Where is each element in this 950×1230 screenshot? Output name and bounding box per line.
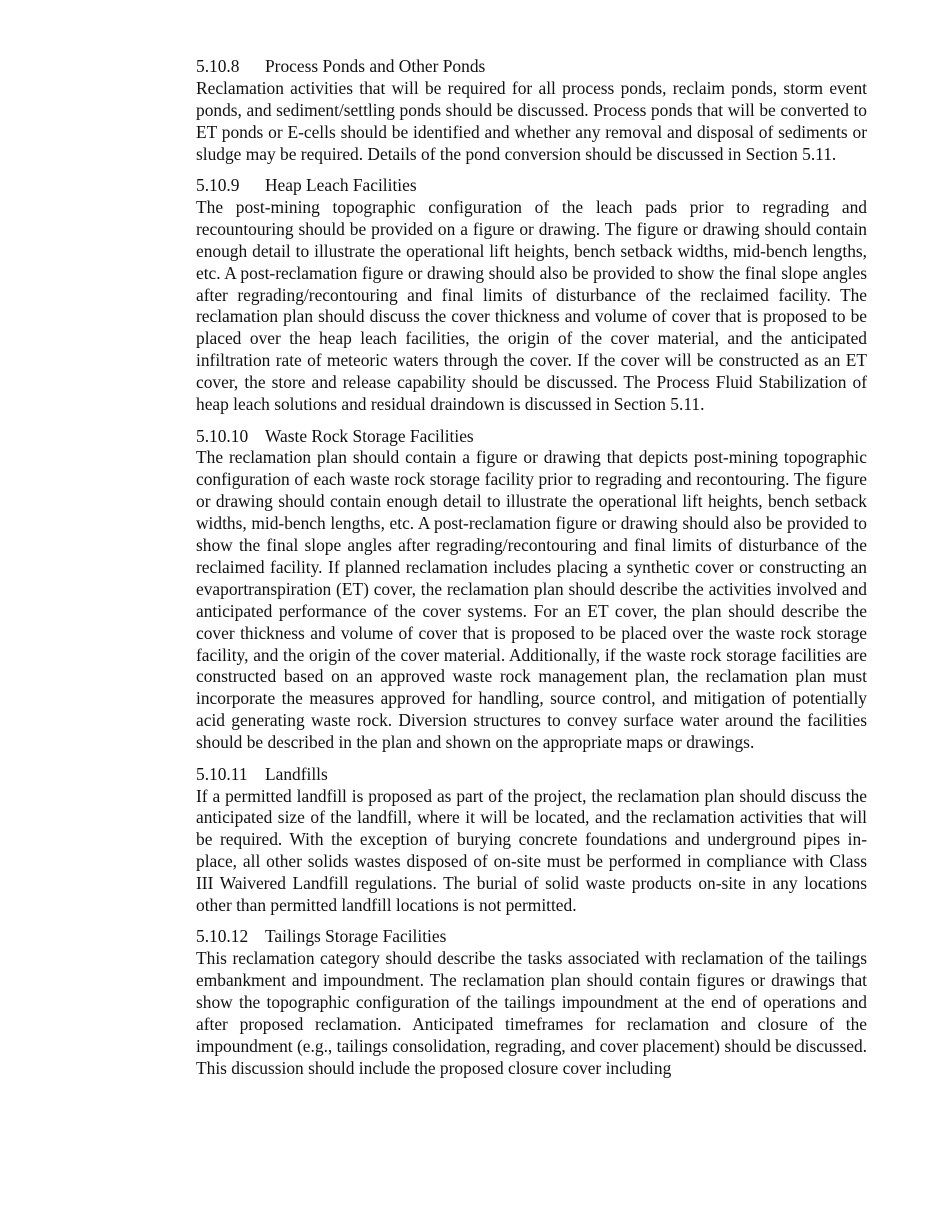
section-number: 5.10.12 (196, 926, 249, 947)
section-title: Heap Leach Facilities (265, 175, 417, 196)
section-body: Reclamation activities that will be required for all process ponds, reclaim ponds, storm event ponds, and sediment/settling ponds should be discussed. Process ponds that will be converted to ET ponds or E-cells should be identified and whether any removal and disposal of sediments or sludge may be required. Details of the pond conversion should be discussed in Section 5.11. (196, 77, 867, 164)
section-heading (196, 56, 867, 78)
section-body: The post-mining topographic configuration of the leach pads prior to regrading and recountouring should be provided on a figure or drawing. The figure or drawing should contain enough detail to illustrate the operational lift heights, bench setback widths, mid-bench lengths, etc. A post-reclamation figure or drawing should also be provided to show the final slope angles after regrading/recontouring and final limits of disturbance of the reclaimed facility. The reclamation plan should discuss the cover thickness and volume of cover that is proposed to be placed over the heap leach facilities, the origin of the cover material, and the anticipated infiltration rate of meteoric waters through the cover. If the cover will be constructed as an ET cover, the store and release capability should be discussed. The Process Fluid Stabilization of heap leach solutions and residual draindown is discussed in Section 5.11. (196, 196, 867, 415)
document-page (196, 56, 867, 1089)
section-heading (196, 926, 867, 948)
section-5-10-8 (196, 56, 867, 166)
section-heading (196, 426, 867, 448)
section-title: Tailings Storage Facilities (265, 926, 447, 947)
section-title: Process Ponds and Other Ponds (265, 56, 486, 76)
section-body: If a permitted landfill is proposed as part of the project, the reclamation plan should discuss the anticipated size of the landfill, where it will be located, and the reclamation activities that will be required. With the exception of burying concrete foundations and underground pipes in-place, all other solids wastes disposed of on-site must be performed in compliance with Class III Waivered Landfill regulations. The burial of solid waste products on-site in any locations other than permitted landfill locations is not permitted. (196, 785, 867, 916)
section-heading (196, 175, 867, 197)
section-heading (196, 764, 867, 786)
section-number: 5.10.9 (196, 175, 240, 196)
section-5-10-10 (196, 426, 867, 755)
section-number: 5.10.11 (196, 763, 248, 784)
section-number: 5.10.10 (196, 425, 249, 446)
section-number: 5.10.8 (196, 56, 240, 76)
section-body: This reclamation category should describe the tasks associated with reclamation of the tailings embankment and impoundment. The reclamation plan should contain figures or drawings that show the topographic configuration of the tailings impoundment at the end of operations and after proposed reclamation. Anticipated timeframes for reclamation and closure of the impoundment (e.g., tailings consolidation, regrading, and cover placement) should be discussed. This discussion should include the proposed closure cover including (196, 948, 867, 1078)
section-5-10-9 (196, 175, 867, 416)
section-body: The reclamation plan should contain a figure or drawing that depicts post-mining topographic configuration of each waste rock storage facility prior to regrading and recontouring. The figure or drawing should contain enough detail to illustrate the operational lift heights, bench setback widths, mid-bench lengths, etc. A post-reclamation figure or drawing should also be provided to show the final slope angles after regrading/recontouring and final limits of disturbance of the reclaimed facility. If planned reclamation includes placing a synthetic cover or constructing an evaportranspiration (ET) cover, the reclamation plan should describe the activities involved and anticipated performance of the cover systems. For an ET cover, the plan should describe the cover thickness and volume of cover that is proposed to be placed over the waste rock storage facility, and the origin of the cover material. Additionally, if the waste rock storage facilities are constructed based on an approved waste rock management plan, the reclamation plan must incorporate the measures approved for handling, source control, and mitigation of potentially acid generating waste rock. Diversion structures to convey surface water around the facilities should be described in the plan and shown on the appropriate maps or drawings. (196, 447, 867, 753)
section-5-10-11 (196, 764, 867, 917)
section-title: Landfills (265, 763, 328, 784)
section-title: Waste Rock Storage Facilities (265, 425, 474, 446)
section-5-10-12 (196, 926, 867, 1079)
